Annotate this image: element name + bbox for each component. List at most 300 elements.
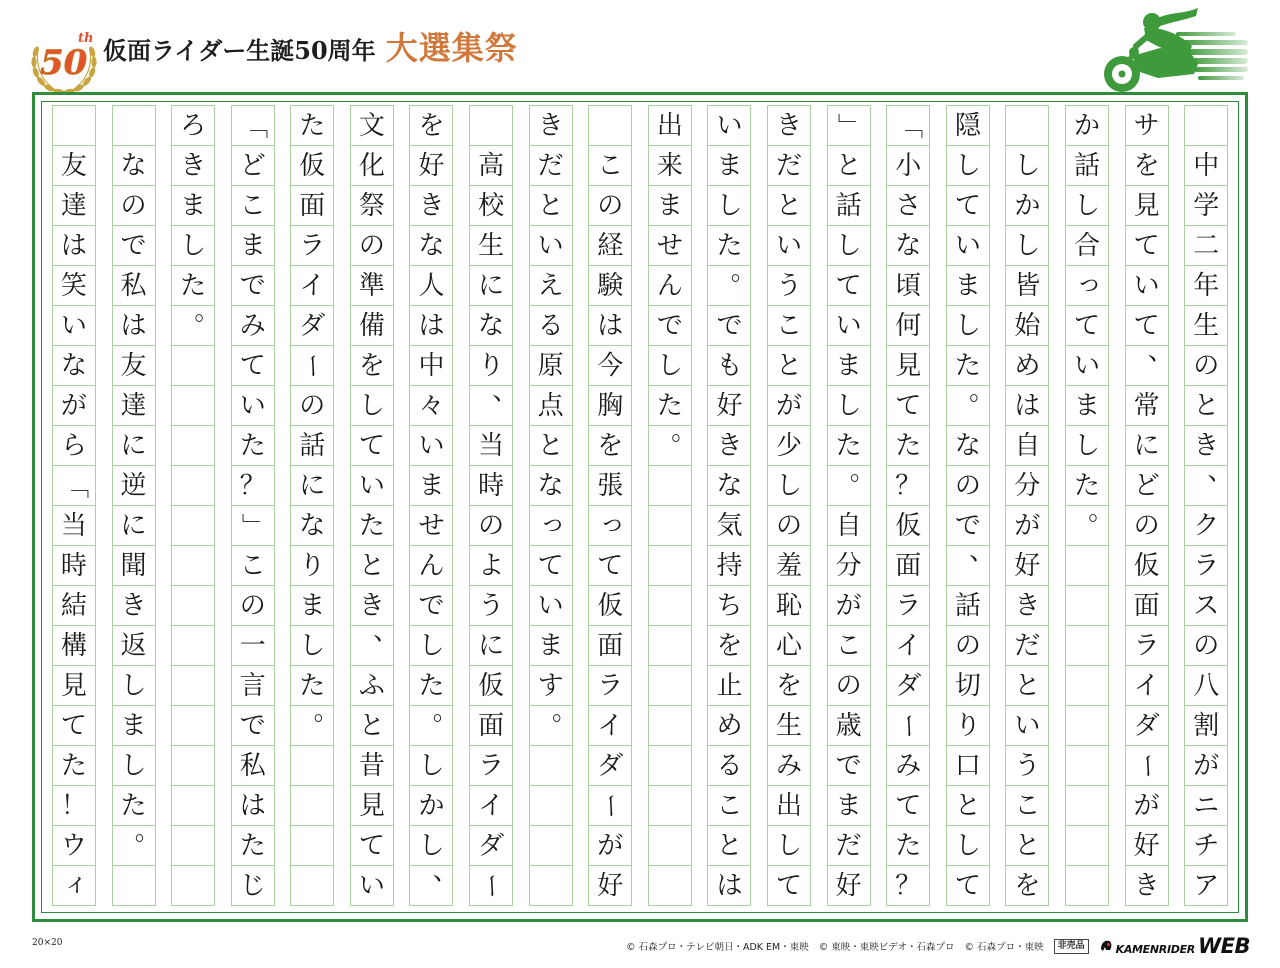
manuscript-char: ？ [239,470,266,501]
manuscript-column [819,105,879,906]
manuscript-cell [172,545,214,585]
manuscript-char: の [954,470,981,501]
manuscript-cell [1066,225,1108,265]
manuscript-cell [768,625,810,665]
manuscript-char: を [1014,870,1041,901]
manuscript-char: き [537,110,564,141]
title-main: 仮面ライダー生誕50周年 [103,36,376,65]
manuscript-char: し [418,630,445,661]
manuscript-char: ん [418,550,445,581]
manuscript-char: が [60,390,87,421]
manuscript-cell [113,185,155,225]
manuscript-cell [1185,865,1227,905]
manuscript-cell [291,105,333,145]
manuscript-char: で [239,270,266,301]
manuscript-char: ま [239,230,266,261]
manuscript-cell [470,376,519,425]
manuscript-char: 来 [656,150,683,181]
manuscript-cell [232,625,274,665]
logo-suffix: WEB [1197,934,1250,958]
manuscript-char: か [418,790,445,821]
manuscript-cell [351,865,393,905]
manuscript-cell [1066,785,1108,825]
manuscript-char: 結 [60,590,87,621]
manuscript-cell [172,345,214,385]
manuscript-column-cells [350,105,400,906]
manuscript-cell [470,705,512,745]
manuscript-char: 面 [597,630,624,661]
manuscript-cell [589,425,631,465]
manuscript-char: い [418,430,445,461]
manuscript-char: の [954,630,981,661]
manuscript-cell [530,425,572,465]
manuscript-cell [828,305,870,345]
manuscript-char: 準 [358,270,385,301]
manuscript-char: 面 [1133,590,1160,621]
manuscript-char: し [358,390,385,421]
manuscript-char: し [299,630,326,661]
manuscript-cell [530,545,572,585]
manuscript-cell [530,505,572,545]
manuscript-cell [53,465,95,505]
manuscript-char: に [478,270,505,301]
manuscript-cell [947,425,989,465]
manuscript-cell [1066,585,1108,625]
manuscript-char: で [835,750,862,781]
manuscript-char: な [537,470,564,501]
manuscript-cell [113,465,155,505]
manuscript-column-cells [588,105,632,906]
manuscript-char: な [120,150,147,181]
manuscript-cell [232,425,274,465]
manuscript-cell [113,705,155,745]
manuscript-cell [1185,665,1227,705]
manuscript-cell [410,465,452,505]
manuscript-char: て [60,710,87,741]
manuscript-cell [1066,496,1115,545]
manuscript-cell [351,185,393,225]
manuscript-char: の [120,190,147,221]
manuscript-char: 、 [969,536,996,567]
manuscript-cell [530,345,572,385]
manuscript-char: 見 [358,790,385,821]
page-title [103,29,518,67]
manuscript-cell [589,825,631,865]
manuscript-char: は [1014,390,1041,421]
manuscript-char: 験 [597,270,624,301]
manuscript-char: の [299,390,326,421]
manuscript-char: し [954,830,981,861]
rider-helmet-icon [1099,939,1113,953]
manuscript-char: し [180,230,207,261]
manuscript-cell [470,185,512,225]
manuscript-cell [530,385,572,425]
rider-silhouette-icon [1098,6,1250,96]
manuscript-char: な [418,230,445,261]
manuscript-cell [410,745,452,785]
manuscript-char: 張 [597,470,624,501]
manuscript-cell [113,265,155,305]
manuscript-char: 「 [58,472,89,499]
manuscript-cell [887,545,929,585]
manuscript-char: た [895,430,922,461]
manuscript-char: か [1074,110,1101,141]
manuscript-char: 文 [358,110,385,141]
manuscript-column-cells [886,105,930,906]
manuscript-cell [351,385,393,425]
manuscript-cell [291,305,333,345]
manuscript-char: き [1133,870,1160,901]
manuscript-char: 仮 [478,670,505,701]
manuscript-char: が [1014,510,1041,541]
manuscript-cell [1066,345,1108,385]
manuscript-column-cells [469,105,519,906]
manuscript-cell [530,865,572,905]
manuscript-char: し [776,470,803,501]
manuscript-cell [113,425,155,465]
manuscript-char: ク [1193,510,1220,541]
manuscript-char: な [60,350,87,381]
manuscript-char: て [954,870,981,901]
manuscript-cell [53,865,95,905]
manuscript-cell [1185,385,1227,425]
manuscript-char: 。 [551,696,578,727]
manuscript-cell [53,225,95,265]
manuscript-char: と [716,830,743,861]
manuscript-char: を [418,110,445,141]
manuscript-cell [1066,545,1108,585]
manuscript-char: の [358,230,385,261]
manuscript-char: ニ [1193,790,1220,821]
manuscript-cell [887,825,929,865]
manuscript-char: た [299,110,326,141]
manuscript-cell [530,185,572,225]
manuscript-column [580,105,640,906]
manuscript-char: ま [656,190,683,221]
manuscript-cell [1006,745,1048,785]
manuscript-cell [708,785,750,825]
manuscript-char: 返 [120,630,147,661]
manuscript-char: 皆 [1014,270,1041,301]
manuscript-cell [113,665,155,705]
manuscript-cell [53,585,95,625]
manuscript-cell [589,265,631,305]
manuscript-column [759,105,819,906]
manuscript-char: で [954,510,981,541]
manuscript-char: し [1014,150,1041,181]
manuscript-cell [589,345,631,385]
manuscript-cell [708,185,750,225]
not-for-sale-badge: 非売品 [1054,939,1089,954]
manuscript-cell [1066,865,1108,905]
manuscript-cell [291,345,333,385]
manuscript-cell [708,545,750,585]
manuscript-char: だ [835,830,862,861]
manuscript-char: を [1133,150,1160,181]
manuscript-cell [768,585,810,625]
manuscript-char: さ [895,190,922,221]
manuscript-char: 、 [1147,336,1174,367]
manuscript-char: イ [299,270,326,301]
manuscript-char: と [358,710,385,741]
manuscript-cell [470,745,512,785]
manuscript-column-cells [1125,105,1174,906]
manuscript-char: し [120,670,147,701]
manuscript-cell [1126,185,1168,225]
manuscript-cell [530,145,572,185]
manuscript-cell [649,785,691,825]
manuscript-char: し [1014,230,1041,261]
manuscript-char: ス [1193,590,1220,621]
manuscript-char: 話 [299,430,326,461]
manuscript-cell [947,705,989,745]
manuscript-column [640,105,700,906]
manuscript-cell [530,825,572,865]
manuscript-cell [649,145,691,185]
manuscript-cell [887,745,929,785]
manuscript-char: し [120,750,147,781]
manuscript-cell [887,425,929,465]
manuscript-char: こ [239,550,266,581]
manuscript-cell [887,345,929,385]
manuscript-cell [410,505,452,545]
manuscript-char: 。 [969,376,996,407]
manuscript-char: と [1014,830,1041,861]
manuscript-cell [53,345,95,385]
manuscript-char: 友 [120,350,147,381]
manuscript-char: ま [835,350,862,381]
manuscript-char: ま [835,790,862,821]
manuscript-cell [887,145,929,185]
manuscript-cell [410,545,452,585]
manuscript-cell [113,305,155,345]
manuscript-cell [232,225,274,265]
manuscript-cell [768,345,810,385]
manuscript-char: 始 [1014,310,1041,341]
manuscript-cell [1066,185,1108,225]
manuscript-cell [291,585,333,625]
manuscript-char: に [120,510,147,541]
manuscript-cell [1185,225,1227,265]
manuscript-char: な [478,310,505,341]
manuscript-char [61,113,87,139]
manuscript-cell [470,465,512,505]
manuscript-char: み [239,310,266,341]
manuscript-cell [172,745,214,785]
manuscript-cell [828,625,870,665]
manuscript-char: ま [716,150,743,181]
manuscript-char: こ [716,790,743,821]
manuscript-char: 仮 [895,510,922,541]
manuscript-column [1117,105,1177,906]
manuscript-char: は [716,870,743,901]
manuscript-cell [351,265,393,305]
manuscript-cell [351,616,400,665]
manuscript-cell [232,265,274,305]
manuscript-column [104,105,164,906]
manuscript-column [998,105,1058,906]
manuscript-char: 恥 [776,590,803,621]
manuscript-cell [947,145,989,185]
manuscript-cell [708,665,750,705]
manuscript-cell [53,705,95,745]
manuscript-char: ダ [299,310,326,341]
manuscript-char: 気 [716,510,743,541]
manuscript-cell [649,465,691,505]
manuscript-char: 学 [1193,190,1220,221]
manuscript-column-cells [171,105,221,906]
manuscript-cell [589,785,631,825]
manuscript-char: り [954,710,981,741]
manuscript-cell [291,145,333,185]
manuscript-cell [351,425,393,465]
manuscript-cell [291,505,333,545]
manuscript-char: な [954,430,981,461]
manuscript-char: 何 [895,310,922,341]
manuscript-char: と [954,790,981,821]
manuscript-char: た [358,510,385,541]
manuscript-cell [232,785,274,825]
grid-size-label: 20×20 [32,938,63,948]
manuscript-cell [1185,345,1227,385]
manuscript-cell [828,145,870,185]
manuscript-char: 」 [833,112,864,139]
manuscript-char: ま [299,590,326,621]
manuscript-cell [232,705,274,745]
manuscript-char: じ [239,870,266,901]
manuscript-cell [351,505,393,545]
manuscript-char: 時 [60,550,87,581]
manuscript-char: ア [1193,870,1220,901]
manuscript-char: 。 [1088,496,1115,527]
manuscript-cell [828,665,870,705]
manuscript-cell [232,825,274,865]
manuscript-char: し [716,190,743,221]
manuscript-cell [470,505,512,545]
manuscript-char: た [954,350,981,381]
manuscript-cell [649,225,691,265]
manuscript-cell [410,225,452,265]
manuscript-cell [291,745,333,785]
manuscript-char: い [954,230,981,261]
manuscript-char: み [895,750,922,781]
manuscript-cell [768,785,810,825]
manuscript-cell [947,865,989,905]
manuscript-cell [172,785,214,825]
manuscript-char: ー [893,712,924,739]
manuscript-cell [1126,625,1168,665]
manuscript-char: の [478,510,505,541]
manuscript-cell [53,425,95,465]
manuscript-char: を [776,670,803,701]
manuscript-cell [887,585,929,625]
manuscript-char: た [835,430,862,461]
manuscript-cell [1066,145,1108,185]
copyright-2: © 東映・東映ビデオ・石森プロ [818,942,955,953]
manuscript-char: い [1074,350,1101,381]
manuscript-cell [947,825,989,865]
manuscript-char: で [418,590,445,621]
manuscript-cell [470,545,512,585]
manuscript-cell [351,225,393,265]
manuscript-char: 好 [418,150,445,181]
manuscript-char: 私 [239,750,266,781]
manuscript-cell [410,696,459,745]
manuscript-char: の [835,670,862,701]
manuscript-cell [470,105,512,145]
manuscript-cell [410,105,452,145]
manuscript-cell [589,105,631,145]
manuscript-char: た [239,830,266,861]
manuscript-char: ど [239,150,266,181]
manuscript-cell [947,625,989,665]
manuscript-char: た [418,670,445,701]
manuscript-cell [291,785,333,825]
manuscript-char: と [776,190,803,221]
manuscript-char: ラ [299,230,326,261]
manuscript-cell [947,665,989,705]
manuscript-cell [291,465,333,505]
manuscript-cell [530,785,572,825]
manuscript-char: し [776,830,803,861]
manuscript-cell [291,225,333,265]
manuscript-cell [291,185,333,225]
manuscript-cell [589,385,631,425]
manuscript-cell [768,265,810,305]
manuscript-cell [1066,305,1108,345]
manuscript-cell [113,105,155,145]
manuscript-char: て [895,390,922,421]
manuscript-char: し [418,830,445,861]
manuscript-char: 原 [537,350,564,381]
manuscript-cell [1126,665,1168,705]
manuscript-cell [1185,185,1227,225]
manuscript-cell [1006,185,1048,225]
manuscript-cell [172,425,214,465]
kamen-rider-web-logo [1099,934,1250,958]
manuscript-char: に [1133,430,1160,461]
manuscript-cell [887,185,929,225]
manuscript-char: チ [1193,830,1220,861]
manuscript-cell [887,625,929,665]
logo-brand: KAMENRIDER [1115,943,1195,956]
manuscript-char: い [358,470,385,501]
manuscript-cell [887,265,929,305]
manuscript-cell [53,505,95,545]
manuscript-char: た [299,670,326,701]
manuscript-char: ー [595,792,626,819]
manuscript-cell [589,225,631,265]
manuscript-cell [232,865,274,905]
manuscript-cell [649,625,691,665]
manuscript-char: ？ [895,470,922,501]
manuscript-char: で [120,230,147,261]
manuscript-char: と [358,550,385,581]
manuscript-char: 話 [835,190,862,221]
manuscript-char: 面 [895,550,922,581]
manuscript-cell [1126,465,1168,505]
manuscript-cell [53,145,95,185]
manuscript-char: が [835,590,862,621]
manuscript-char: い [537,590,564,621]
manuscript-char: も [716,350,743,381]
manuscript-char: と [537,430,564,461]
manuscript-char: 小 [895,150,922,181]
manuscript-char: 、 [432,856,459,887]
manuscript-cell [470,825,512,865]
manuscript-char: 割 [1193,710,1220,741]
manuscript-cell [708,825,750,865]
